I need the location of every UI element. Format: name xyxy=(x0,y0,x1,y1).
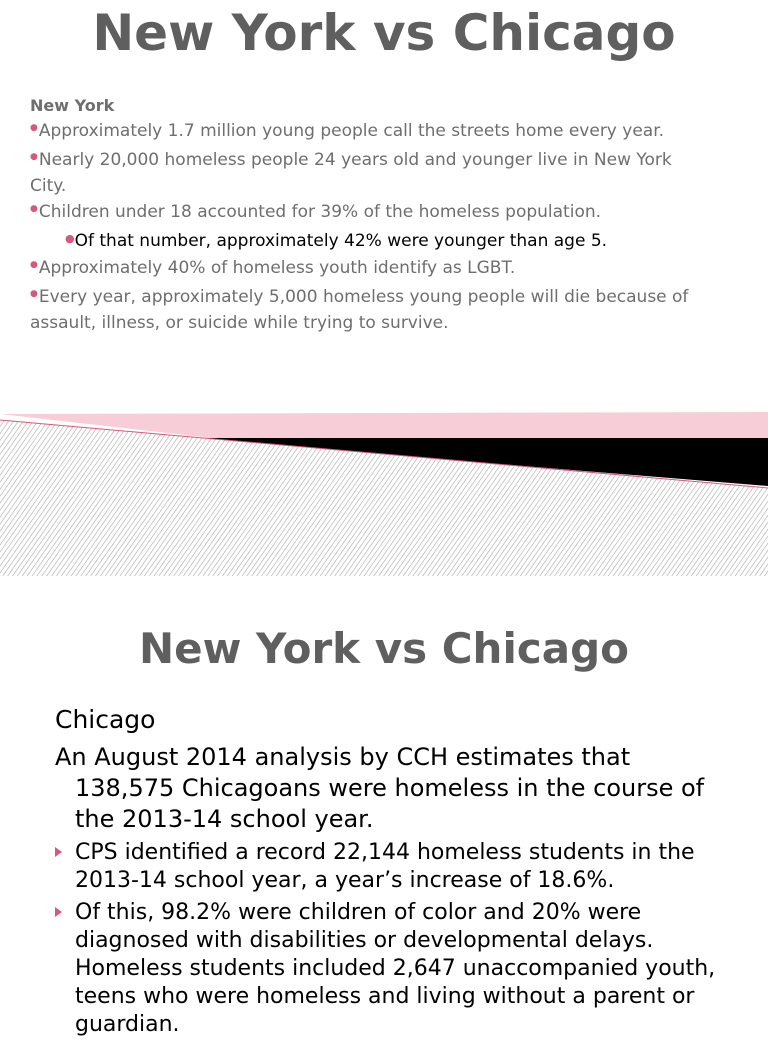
bullet-dot-icon: ● xyxy=(30,260,38,270)
slide-1-bullet: ●Nearly 20,000 homeless people 24 years old and younger live in New York City. xyxy=(30,150,672,196)
decorative-bands xyxy=(0,412,768,576)
slide-1-bullet: ●Children under 18 accounted for 39% of the homeless population. xyxy=(30,202,602,222)
slide-2-heading: Chicago xyxy=(55,705,156,734)
slide-2-body xyxy=(55,704,735,1043)
bullet-dot-icon: ● xyxy=(65,232,75,245)
bullet-dot-icon: ● xyxy=(30,204,38,214)
slide-1-sub-bullet: ●Of that number, approximately 42% were younger than age 5. xyxy=(65,231,608,251)
bullet-dot-icon: ● xyxy=(30,289,38,299)
bullet-dot-icon: ● xyxy=(30,152,38,162)
slide-2-title: New York vs Chicago xyxy=(138,624,629,673)
slide-2-lead-paragraph: An August 2014 analysis by CCH estimates that 138,575 Chicagoans were homeless in the course of the 2013-14 school year. xyxy=(55,743,705,833)
slide-1-bullet: ●Approximately 1.7 million young people call the streets home every year. xyxy=(30,121,665,141)
slide-2 xyxy=(0,576,768,1037)
bullet-dot-icon: ● xyxy=(30,123,38,133)
slide-2-bullet: Of this, 98.2% were children of color and 20% were diagnosed with disabilities or developmental delays. Homeless students included 2,647 unaccompanied youth, teens who were homeless and living without a parent or guardian. xyxy=(55,899,735,1039)
slide-1-bullet: ●Approximately 40% of homeless youth identify as LGBT. xyxy=(30,258,516,278)
slide-2-bullet: CPS identified a record 22,144 homeless students in the 2013-14 school year, a year’s increase of 18.6%. xyxy=(55,839,735,895)
slide-1-heading: New York xyxy=(30,96,115,115)
slide-1-bullet: ●Every year, approximately 5,000 homeless young people will die because of assault, illness, or suicide while trying to survive. xyxy=(30,287,689,333)
slide-1-title: New York vs Chicago xyxy=(92,4,676,62)
bullet-triangle-icon xyxy=(55,847,62,857)
bullet-triangle-icon xyxy=(55,907,62,917)
slide-1-body xyxy=(30,94,690,338)
